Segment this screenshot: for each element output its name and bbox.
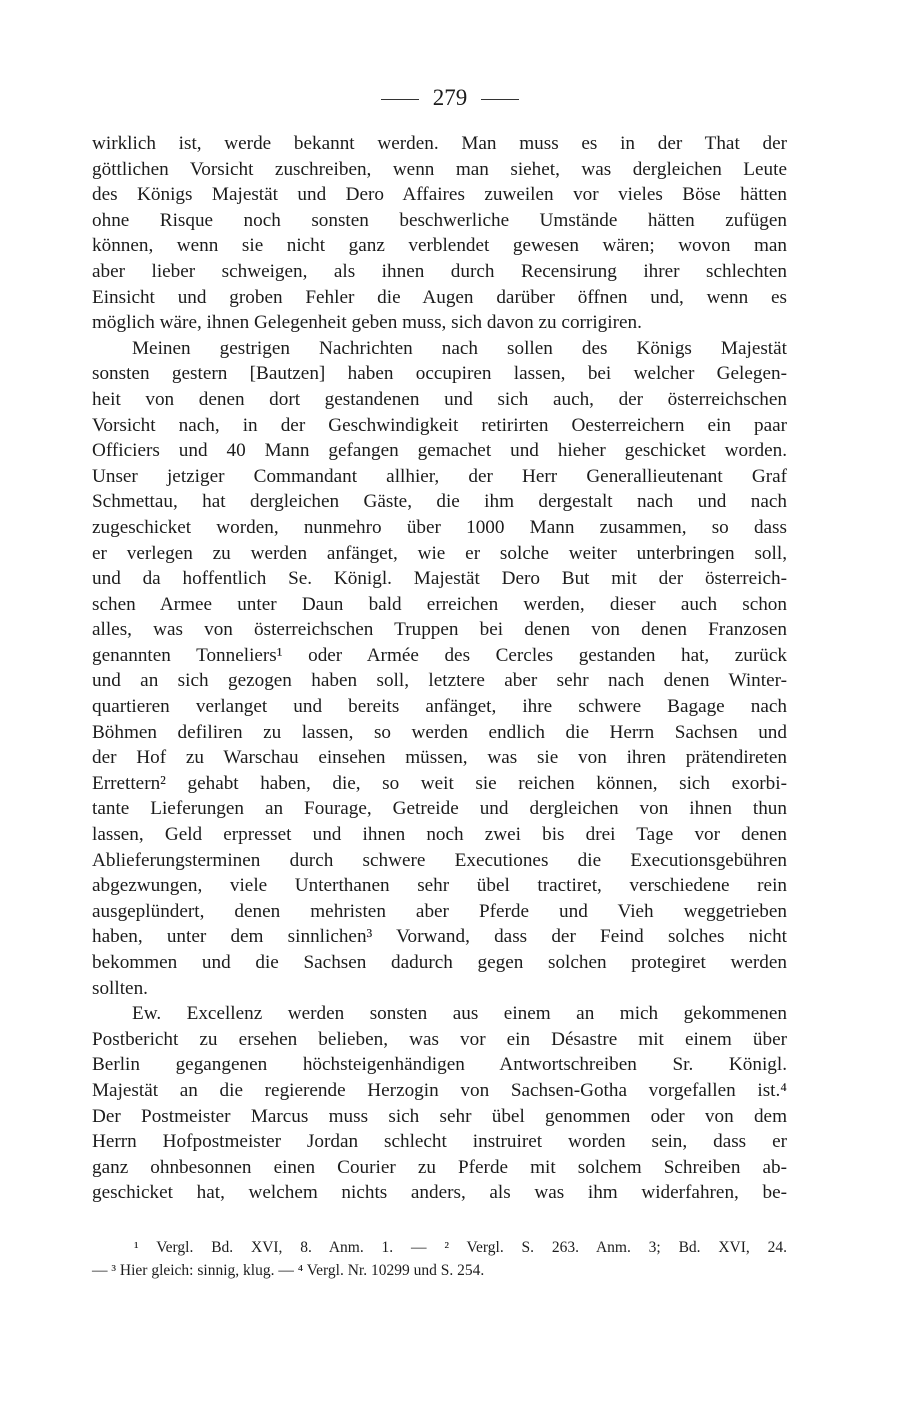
text-line: heit von denen dort gestandenen und sich auch, der österreichschen [92,388,787,410]
text-line: haben, unter dem sinnlichen³ Vorwand, dass der Feind solches nicht [92,926,787,948]
text-line: alles, was von österreichschen Truppen bei denen von denen Franzosen [92,619,787,641]
text-line: Errettern² gehabt haben, die, so weit sie reichen können, sich exorbi- [92,772,787,794]
text-line: wirklich ist, werde bekannt werden. Man muss es in der That der [92,133,787,154]
paragraph-2 [92,336,787,1001]
text-line: Der Postmeister Marcus muss sich sehr übel genommen oder von dem [92,1105,787,1127]
text-line: ausgeplündert, denen mehristen aber Pferde und Vieh weggetrieben [92,900,787,922]
paragraph-3 [92,1001,787,1206]
text-line: sonsten gestern [Bautzen] haben occupiren lassen, bei welcher Gelegen- [92,363,787,385]
text-line: sollten. [92,977,148,999]
text-line: Officiers und 40 Mann gefangen gemachet und hieher geschicket worden. [92,440,787,462]
text-line: können, wenn sie nicht ganz verblendet gewesen wären; wovon man [92,235,787,257]
text-line: des Königs Majestät und Dero Affaires zuweilen vor vieles Böse hätten [92,184,787,206]
footnote-line: ¹ Vergl. Bd. XVI, 8. Anm. 1. — ² Vergl. S. 263. Anm. 3; Bd. XVI, 24. [134,1239,787,1256]
page-number: 279 [432,85,468,110]
text-line: Schmettau, hat dergleichen Gäste, die ihm dergestalt nach und nach [92,491,787,513]
text-line: Berlin gegangenen höchsteigenhändigen Antwortschreiben Sr. Königl. [92,1054,787,1076]
text-line: bekommen und die Sachsen dadurch gegen solchen protegiret werden [92,952,787,973]
text-line: Meinen gestrigen Nachrichten nach sollen des Königs Majestät [132,337,787,359]
text-line: Ew. Excellenz werden sonsten aus einem an mich gekommenen [132,1003,787,1025]
text-line: Herrn Hofpostmeister Jordan schlecht instruiret worden sein, dass er [92,1131,787,1153]
text-line: Ablieferungsterminen durch schwere Executiones die Executionsgebühren [92,849,787,871]
text-line: Vorsicht nach, in der Geschwindigkeit retirirten Oesterreichern ein paar [92,414,787,436]
text-line: schen Armee unter Daun bald erreichen werden, dieser auch schon [92,593,787,615]
text-line: lassen, Geld erpresset und ihnen noch zwei bis drei Tage vor denen [92,824,787,846]
text-line: quartieren verlanget und bereits anfänget, ihre schwere Bagage nach [92,696,787,718]
header-rule-left [381,99,419,100]
text-line: ohne Risque noch sonsten beschwerliche Umstände hätten zufügen [92,209,787,231]
text-line: göttlichen Vorsicht zuschreiben, wenn man siehet, was dergleichen Leute [92,158,787,180]
header-rule-right [481,99,519,100]
text-line: möglich wäre, ihnen Gelegenheit geben muss, sich davon zu corrigiren. [92,312,642,334]
text-line: aber lieber schweigen, als ihnen durch Recensirung ihrer schlechten [92,260,787,282]
page-header [0,84,900,112]
text-line: Unser jetziger Commandant allhier, der Herr Generallieutenant Graf [92,465,787,487]
text-line: Böhmen defiliren zu lassen, so werden endlich die Herrn Sachsen und [92,721,787,743]
text-line: tante Lieferungen an Fourage, Getreide und dergleichen von ihnen thun [92,798,787,820]
text-line: genannten Tonneliers¹ oder Armée des Cercles gestanden hat, zurück [92,644,787,666]
text-line: geschicket hat, welchem nichts anders, als was ihm widerfahren, be- [92,1182,787,1204]
paragraph-1 [92,131,787,336]
text-line: und da hoffentlich Se. Königl. Majestät Dero But mit der österreich- [92,568,787,590]
footnotes [92,1236,787,1282]
text-line: er verlegen zu werden anfänget, wie er solche weiter unterbringen soll, [92,542,787,564]
body-text [92,131,787,1206]
text-line: und an sich gezogen haben soll, letztere aber sehr nach denen Winter- [92,670,787,692]
text-line: zugeschicket worden, nunmehro über 1000 Mann zusammen, so dass [92,516,787,538]
footnote-line: — ³ Hier gleich: sinnig, klug. — ⁴ Vergl. Nr. 10299 und S. 254. [92,1262,485,1279]
text-line: Majestät an die regierende Herzogin von Sachsen-Gotha vorgefallen ist.⁴ [92,1079,787,1101]
text-line: Postbericht zu ersehen belieben, was vor ein Désastre mit einem über [92,1028,787,1050]
text-line: abgezwungen, viele Unterthanen sehr übel tractiret, verschiedene rein [92,875,787,897]
text-line: der Hof zu Warschau einsehen müssen, was sie von ihren prätendireten [92,747,787,769]
text-line: ganz ohnbesonnen einen Courier zu Pferde mit solchem Schreiben ab- [92,1156,787,1178]
text-line: Einsicht und groben Fehler die Augen darüber öffnen und, wenn es [92,286,787,308]
